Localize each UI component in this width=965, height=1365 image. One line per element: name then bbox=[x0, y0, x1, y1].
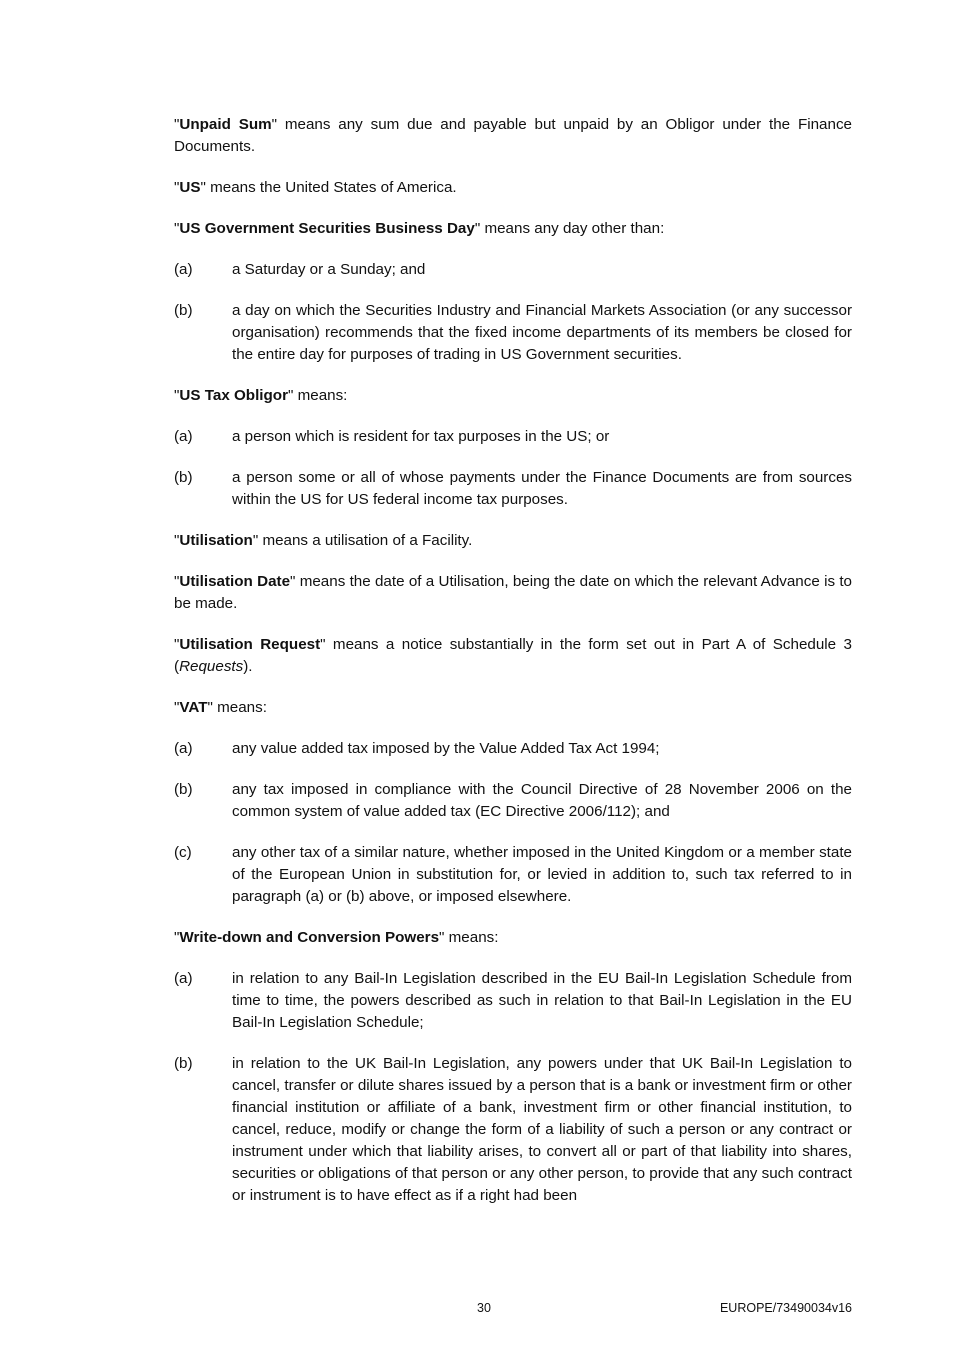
definition-us-tax-obligor: "US Tax Obligor" means: bbox=[174, 387, 348, 404]
item-label: (c) bbox=[174, 844, 192, 861]
list-item bbox=[174, 968, 852, 1034]
item-text: in relation to the UK Bail-In Legislation, any powers under that UK Bail-In Legislation to cancel, transfer or dilute shares issued by a person that is a bank or investment firm or other financial institution or affiliate of a bank, investment firm or other financial institution, to cancel, reduce, modify or change the form of a liability of such a person or any contract or instrument under which that liability arises, to convert all or part of that liability into shares, securities or obligations of that person or any other person, to provide that any such contract or instrument is to have effect as if a right had been bbox=[232, 1055, 852, 1204]
defined-term: Utilisation Request bbox=[179, 636, 321, 653]
item-text: any value added tax imposed by the Value Added Tax Act 1994; bbox=[232, 740, 660, 757]
definition-us: "US" means the United States of America. bbox=[174, 179, 457, 196]
defined-term: Utilisation bbox=[179, 532, 253, 549]
definition-write-down-and-conversion-powers: "Write-down and Conversion Powers" means: bbox=[174, 929, 499, 946]
definition-utilisation-request: "Utilisation Request" means a notice substantially in the form set out in Part A of Schedule 3 (Requests). bbox=[174, 636, 852, 675]
item-text: in relation to any Bail-In Legislation described in the EU Bail-In Legislation Schedule from time to time, the powers described as such in relation to that Bail-In Legislation in the EU Bail-In Legislation Schedule; bbox=[232, 970, 852, 1031]
item-text: a Saturday or a Sunday; and bbox=[232, 261, 426, 278]
list-item bbox=[174, 426, 852, 448]
defined-term: US Tax Obligor bbox=[179, 387, 288, 404]
defined-term: US Government Securities Business Day bbox=[179, 220, 475, 237]
list-item bbox=[174, 467, 852, 511]
item-label: (b) bbox=[174, 1055, 193, 1072]
definition-utilisation-date: "Utilisation Date" means the date of a Utilisation, being the date on which the relevant Advance is to be made. bbox=[174, 573, 852, 612]
item-text: a person which is resident for tax purposes in the US; or bbox=[232, 428, 610, 445]
list-item bbox=[174, 300, 852, 366]
item-label: (a) bbox=[174, 261, 193, 278]
document-reference: EUROPE/73490034v16 bbox=[719, 1301, 852, 1315]
item-text: a person some or all of whose payments under the Finance Documents are from sources within the US for US federal income tax purposes. bbox=[232, 469, 852, 508]
item-label: (a) bbox=[174, 428, 193, 445]
document-body bbox=[174, 114, 852, 1226]
defined-term: Utilisation Date bbox=[179, 573, 291, 590]
list-item bbox=[174, 259, 852, 281]
list-item bbox=[174, 779, 852, 823]
item-text: a day on which the Securities Industry and Financial Markets Association (or any successor organisation) recommends that the fixed income departments of its members be closed for the entire day for purposes of trading in US Government securities. bbox=[232, 302, 852, 363]
cross-reference: Requests bbox=[179, 658, 244, 675]
item-text: any tax imposed in compliance with the Council Directive of 28 November 2006 on the common system of value added tax (EC Directive 2006/112); and bbox=[232, 781, 852, 820]
list-item bbox=[174, 738, 852, 760]
definition-vat: "VAT" means: bbox=[174, 699, 267, 716]
definition-utilisation: "Utilisation" means a utilisation of a Facility. bbox=[174, 532, 473, 549]
definition-unpaid-sum: "Unpaid Sum" means any sum due and payable but unpaid by an Obligor under the Finance Documents. bbox=[174, 116, 852, 155]
item-label: (a) bbox=[174, 970, 193, 987]
defined-term: VAT bbox=[179, 699, 208, 716]
defined-term: US bbox=[179, 179, 201, 196]
defined-term: Unpaid Sum bbox=[179, 116, 272, 133]
item-label: (a) bbox=[174, 740, 193, 757]
item-label: (b) bbox=[174, 781, 193, 798]
definition-us-government-securities-business-day: "US Government Securities Business Day" means any day other than: bbox=[174, 220, 665, 237]
item-label: (b) bbox=[174, 302, 193, 319]
item-label: (b) bbox=[174, 469, 193, 486]
page-number: 30 bbox=[477, 1301, 491, 1315]
list-item bbox=[174, 1053, 852, 1207]
item-text: any other tax of a similar nature, whether imposed in the United Kingdom or a member state of the European Union in substitution for, or levied in addition to, such tax referred to in paragraph (a) or (b) above, or imposed elsewhere. bbox=[232, 844, 852, 905]
list-item bbox=[174, 842, 852, 908]
defined-term: Write-down and Conversion Powers bbox=[179, 929, 440, 946]
